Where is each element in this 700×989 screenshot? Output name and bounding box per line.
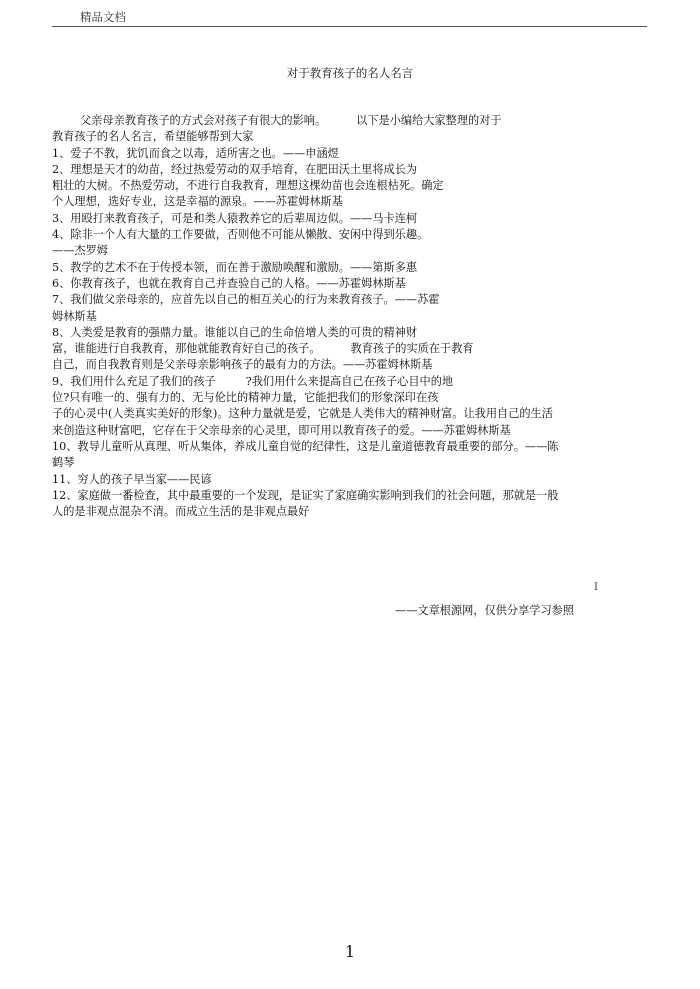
document-body <box>52 113 652 520</box>
intro-line-2: 教育孩子的名人名言，希望能够帮到大家 <box>52 130 254 144</box>
quote-line: ——杰罗姆 <box>52 244 108 258</box>
quote-line: 12、家庭做一番检查，其中最重要的一个发现，是证实了家庭确实影响到我们的社会问题，那就是一般 <box>52 488 559 502</box>
header-rule <box>52 26 647 27</box>
intro-line-1-part-b: 以下是小编给大家整理的对于 <box>356 114 502 127</box>
quote-line: 来创造这种财富吧，它存在于父亲母亲的心灵里，即可用以教育孩子的爱。——苏霍姆林斯基 <box>52 423 511 437</box>
quote-line-part-a: 9、我们用什么充足了我们的孩子 <box>52 374 216 388</box>
quote-line: 5、教学的艺术不在于传授本领，而在善于激励唤醒和激励。——第斯多惠 <box>52 260 418 274</box>
quote-line <box>52 374 652 390</box>
quote-line: 11、穷人的孩子早当家——民谚 <box>52 472 212 486</box>
quote-line: 人的是非观点混杂不清。而成立生活的是非观点最好 <box>52 505 310 519</box>
small-mark: I <box>594 582 598 593</box>
page-number: 1 <box>344 942 356 961</box>
document-title: 对于教育孩子的名人名言 <box>286 66 414 80</box>
header-label: 精品文档 <box>80 10 126 24</box>
quote-line <box>52 341 652 357</box>
intro-line-1 <box>52 113 652 129</box>
quote-line-part-b: ?我们用什么来提高自己在孩子心目中的地 <box>245 374 454 388</box>
quote-line: 粗壮的大树。不热爱劳动，不进行自我教育，理想这棵幼苗也会连根枯死。确定 <box>52 179 444 193</box>
quote-line: 个人理想，选好专业，这是幸福的源泉。——苏霍姆林斯基 <box>52 195 343 209</box>
intro-line-1-part-a: 父亲母亲教育孩子的方式会对孩子有很大的影响。 <box>80 114 327 127</box>
quote-line: 子的心灵中(人类真实美好的形象)。这种力量就是爱，它就是人类伟大的精神财富。让我用自己的生活 <box>52 407 553 421</box>
quote-line: 自己，而自我教育则是父亲母亲影响孩子的最有力的方法。——苏霍姆林斯基 <box>52 358 433 372</box>
quote-line: 位?只有唯一的、强有力的、无与伦比的精神力量，它能把我们的形象深印在孩 <box>52 391 439 405</box>
quote-line: 姆林斯基 <box>52 309 97 323</box>
footer-source: ——文章根源网，仅供分享学习参照 <box>395 604 575 617</box>
quote-line: 鹤琴 <box>52 456 75 470</box>
quote-line: 7、我们做父亲母亲的，应首先以自己的相互关心的行为来教育孩子。——苏霍 <box>52 293 440 307</box>
quote-line: 1、爱子不教，犹饥而食之以毒，适所害之也。——申涵煜 <box>52 146 339 160</box>
quote-line-part-b: 教育孩子的实质在于教育 <box>350 342 474 356</box>
quote-line: 10、教导儿童听从真理、听从集体，养成儿童自觉的纪律性，这是儿童道德教育最重要的部分。——陈 <box>52 439 559 453</box>
quote-line-part-a: 富，谁能进行自我教育，那他就能教育好自己的孩子。 <box>52 342 321 356</box>
quote-line: 3、用殴打来教育孩子，可是和类人猿教养它的后辈周边似。——马卡连柯 <box>52 211 418 225</box>
quote-line: 4、除非一个人有大量的工作要做，否则他不可能从懒散、安闲中得到乐趣。 <box>52 228 429 242</box>
quote-line: 8、人类爱是教育的强鼎力量。谁能以自己的生命倍增人类的可贵的精神财 <box>52 325 418 339</box>
quote-line: 2、理想是天才的幼苗，经过热爱劳动的双手培育，在肥田沃土里将成长为 <box>52 162 418 176</box>
quote-line: 6、你教育孩子，也就在教育自己并查验自己的人格。——苏霍姆林斯基 <box>52 276 406 290</box>
